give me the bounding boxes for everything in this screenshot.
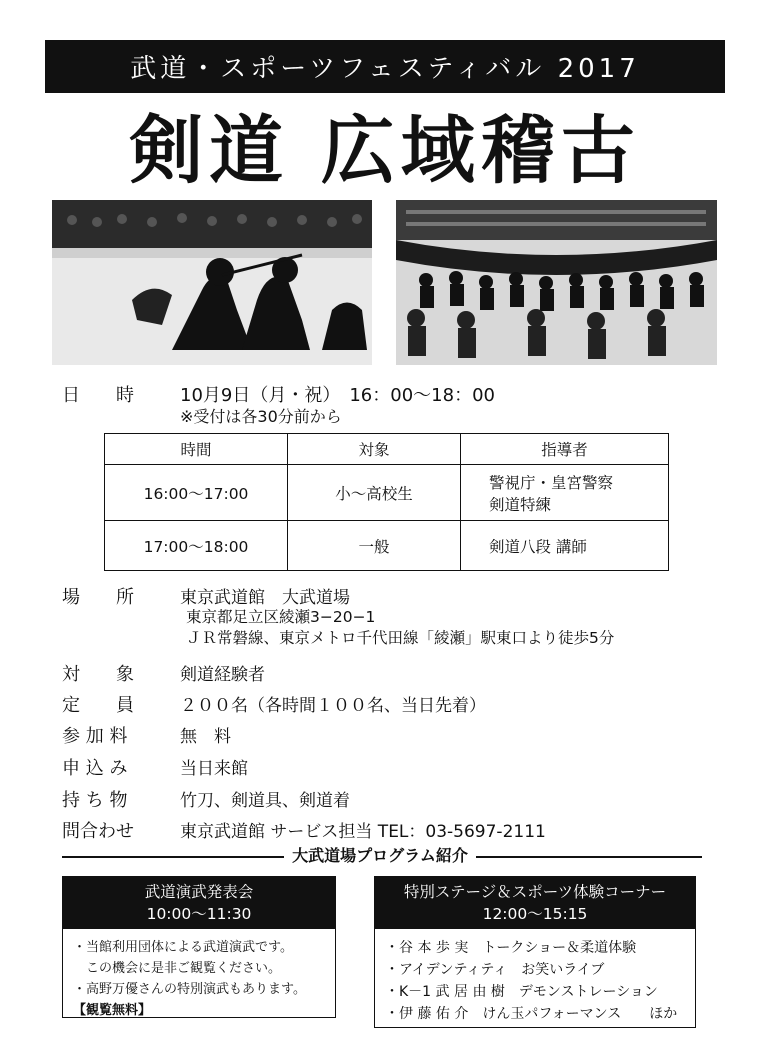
special-stage-time: 12:00～15:15 xyxy=(482,905,588,923)
demonstration-box-header xyxy=(63,877,335,929)
schedule-header-instructor: 指導者 xyxy=(461,434,669,465)
schedule-header-time: 時間 xyxy=(105,434,288,465)
capacity-label: 定 員 xyxy=(62,695,134,716)
contact-value: 東京武道館 サービス担当 TEL：03-5697-2111 xyxy=(180,822,546,842)
schedule-instructor xyxy=(461,465,669,521)
list-item: ・当館利用団体による武道演武です。 xyxy=(73,940,293,955)
contact-label: 問合わせ xyxy=(62,821,134,842)
kendo-match-photo xyxy=(52,200,372,365)
application-label: 申 込 み xyxy=(62,758,128,779)
schedule-time: 16:00～17:00 xyxy=(105,465,288,521)
demonstration-title: 武道演武発表会 xyxy=(144,883,254,901)
list-item: ・伊 藤 佑 介 けん玉パフォーマンス ほか xyxy=(385,1006,678,1022)
demonstration-box-body xyxy=(63,929,335,1029)
venue-access: ＪＲ常磐線、東京メトロ千代田線「綾瀬」駅東口より徒歩5分 xyxy=(186,629,615,647)
event-banner: 武道・スポーツフェスティバル 2017 xyxy=(45,40,725,93)
special-stage-box xyxy=(374,876,696,1028)
schedule-target: 小～高校生 xyxy=(288,465,461,521)
venue-value: 東京武道館 大武道場 xyxy=(180,588,350,608)
target-value: 剣道経験者 xyxy=(180,665,265,685)
program-title-text: 大武道場プログラム紹介 xyxy=(284,846,476,865)
list-item: ・K－1 武 居 由 樹 デモンストレーション xyxy=(385,984,658,1000)
fee-value: 無 料 xyxy=(180,727,231,747)
special-stage-box-body xyxy=(375,929,695,1033)
venue-address: 東京都足立区綾瀬3−20−1 xyxy=(186,608,376,626)
capacity-value: ２００名（各時間１００名、当日先着） xyxy=(180,696,486,716)
date-label: 日 時 xyxy=(62,385,134,406)
instructor-line: 剣道特練 xyxy=(489,495,552,514)
list-item: 【観覧無料】 xyxy=(73,1003,152,1018)
date-note: ※受付は各30分前から xyxy=(180,407,342,426)
instructor-line: 警視庁・皇宮警察 xyxy=(489,473,614,492)
demonstration-box xyxy=(62,876,336,1018)
date-value: 10月9日（月・祝） 16：00～18：00 xyxy=(180,385,495,406)
special-stage-title: 特別ステージ＆スポーツ体験コーナー xyxy=(403,883,667,901)
list-item: ・アイデンティティ お笑いライブ xyxy=(385,962,605,978)
schedule-time: 17:00～18:00 xyxy=(105,521,288,571)
schedule-header-target: 対象 xyxy=(288,434,461,465)
application-value: 当日来館 xyxy=(180,759,248,779)
list-item: ・高野万優さんの特別演武もあります。 xyxy=(73,982,306,997)
target-label: 対 象 xyxy=(62,664,134,685)
table-row xyxy=(105,465,669,521)
fee-label: 参 加 料 xyxy=(62,726,128,747)
special-stage-box-header xyxy=(375,877,695,929)
program-title xyxy=(0,843,760,866)
belongings-label: 持 ち 物 xyxy=(62,790,128,811)
list-item: この機会に是非ご観覧ください。 xyxy=(73,961,282,976)
schedule-instructor: 剣道八段 講師 xyxy=(461,521,669,571)
belongings-value: 竹刀、剣道具、剣道着 xyxy=(180,791,350,811)
main-title: 剣道 広域稽古 xyxy=(129,108,641,194)
table-row xyxy=(105,521,669,571)
kendo-group-practice-photo xyxy=(396,200,717,365)
demonstration-time: 10:00～11:30 xyxy=(146,905,252,923)
schedule-target: 一般 xyxy=(288,521,461,571)
schedule-table xyxy=(104,433,669,571)
list-item: ・谷 本 歩 実 トークショー＆柔道体験 xyxy=(385,940,637,956)
venue-label: 場 所 xyxy=(62,587,134,608)
